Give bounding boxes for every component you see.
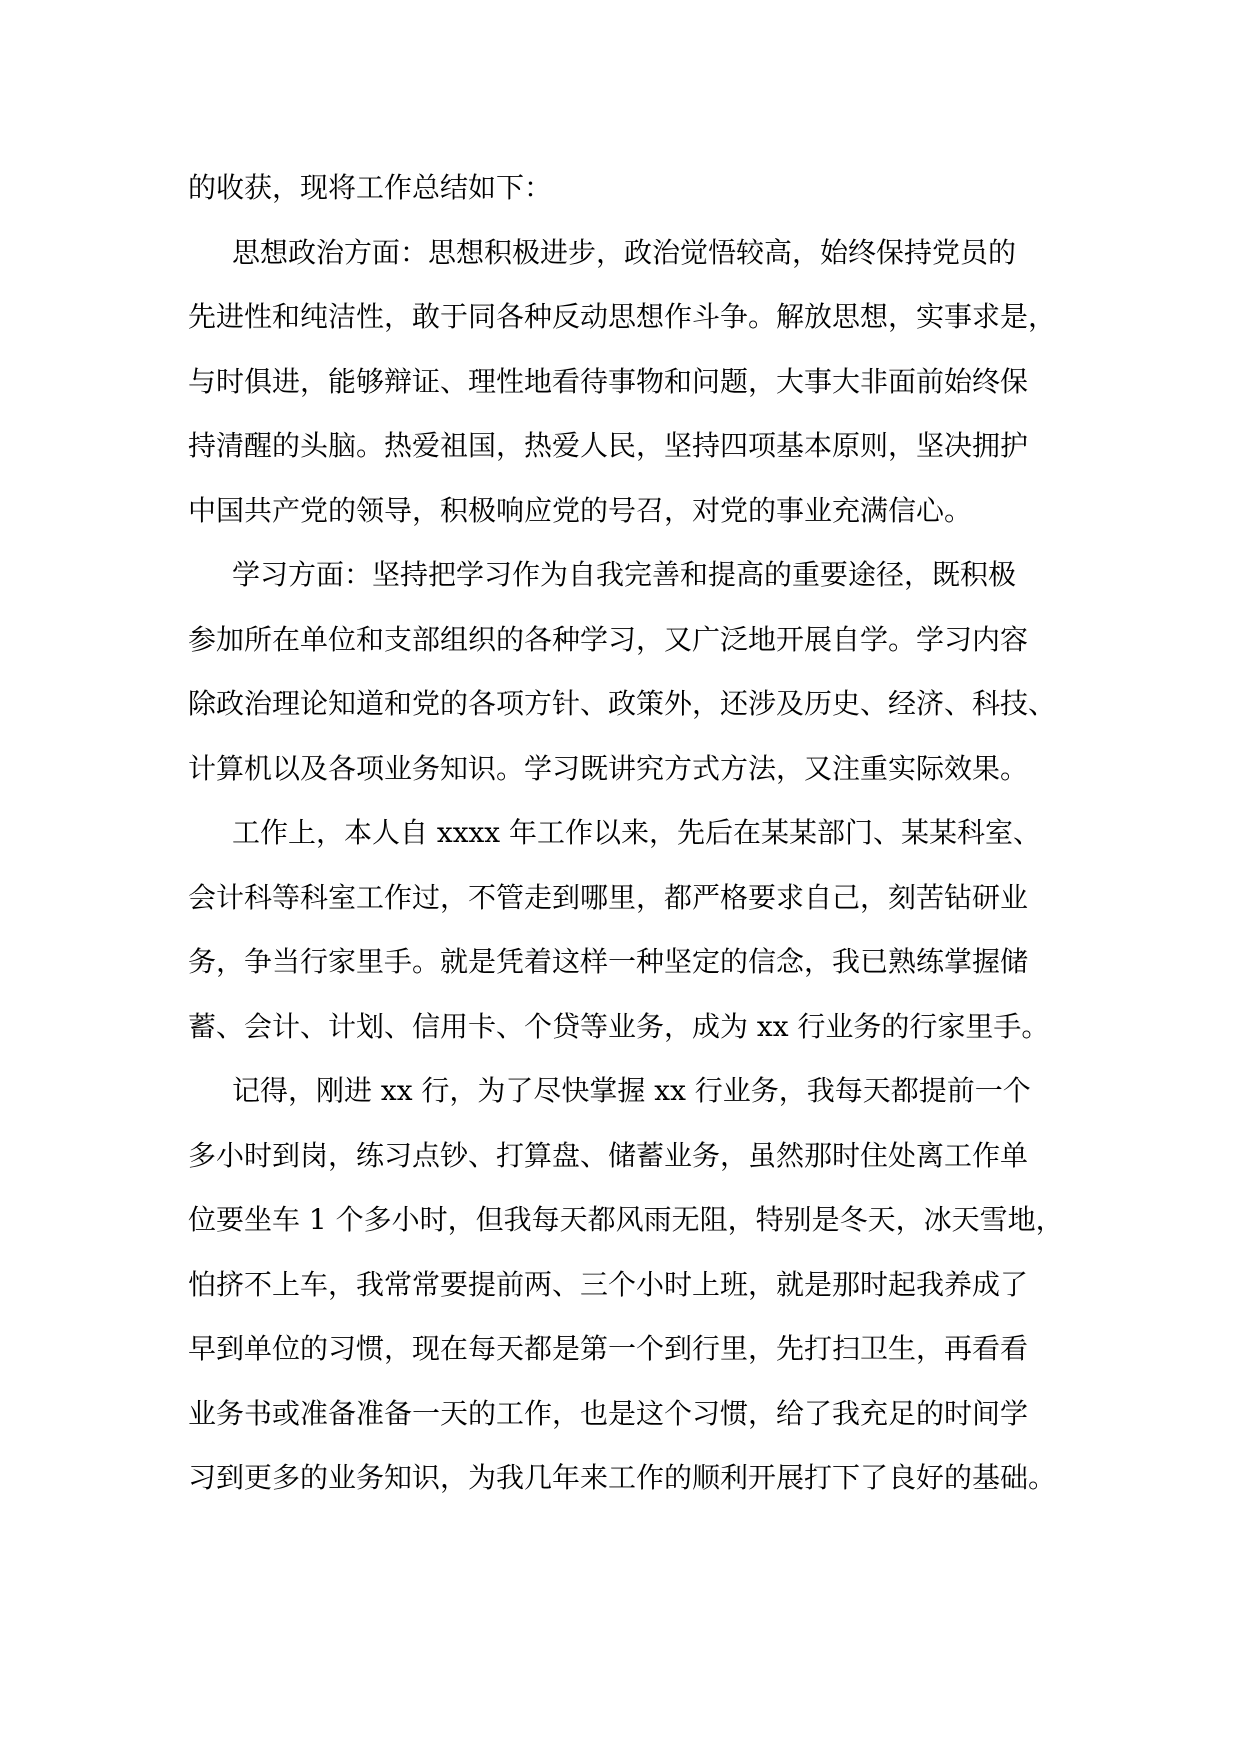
- text-line: 怕挤不上车，我常常要提前两、三个小时上班，就是那时起我养成了: [188, 1267, 1029, 1301]
- text-line: 蓄、会计、计划、信用卡、个贷等业务，成为 xx 行业务的行家里手。: [188, 1009, 1050, 1043]
- paragraph-start-line: 记得，刚进 xx 行，为了尽快掌握 xx 行业务，我每天都提前一个: [232, 1074, 1031, 1107]
- document-body: [188, 156, 1064, 1511]
- text-line: 计算机以及各项业务知识。学习既讲究方式方法，又注重实际效果。: [188, 751, 1029, 785]
- text-line: 习到更多的业务知识，为我几年来工作的顺利开展打下了良好的基础。: [188, 1461, 1057, 1494]
- text-line: 会计科等科室工作过，不管走到哪里，都严格要求自己，刻苦钻研业: [188, 880, 1029, 914]
- paragraph-start-line: 思想政治方面：思想积极进步，政治觉悟较高，始终保持党员的: [232, 235, 1017, 269]
- text-line: 多小时到岗，练习点钞、打算盘、储蓄业务，虽然那时住处离工作单: [188, 1138, 1029, 1172]
- paragraph-start-line: 工作上，本人自 xxxx 年工作以来，先后在某某部门、某某科室、: [232, 816, 1041, 849]
- paragraph-start-line: 学习方面：坚持把学习作为自我完善和提高的重要途径，既积极: [232, 558, 1017, 591]
- text-line: 除政治理论知道和党的各项方针、政策外，还涉及历史、经济、科技、: [188, 687, 1057, 720]
- text-line: 早到单位的习惯，现在每天都是第一个到行里，先打扫卫生，再看看: [188, 1332, 1029, 1365]
- text-line: 的收获，现将工作总结如下：: [188, 171, 553, 204]
- text-line: 持清醒的头脑。热爱祖国，热爱人民，坚持四项基本原则，坚决拥护: [188, 429, 1029, 462]
- text-line: 务，争当行家里手。就是凭着这样一种坚定的信念，我已熟练掌握储: [188, 945, 1029, 978]
- text-line: 参加所在单位和支部组织的各种学习，又广泛地开展自学。学习内容: [188, 622, 1029, 656]
- text-line: 业务书或准备准备一天的工作，也是这个习惯，给了我充足的时间学: [188, 1396, 1029, 1430]
- text-line: 中国共产党的领导，积极响应党的号召，对党的事业充满信心。: [188, 493, 973, 527]
- text-line: 先进性和纯洁性，敢于同各种反动思想作斗争。解放思想，实事求是，: [188, 300, 1057, 333]
- text-line: 与时俱进，能够辩证、理性地看待事物和问题，大事大非面前始终保: [188, 364, 1029, 398]
- text-line: 位要坐车 1 个多小时，但我每天都风雨无阻，特别是冬天，冰天雪地，: [188, 1203, 1064, 1236]
